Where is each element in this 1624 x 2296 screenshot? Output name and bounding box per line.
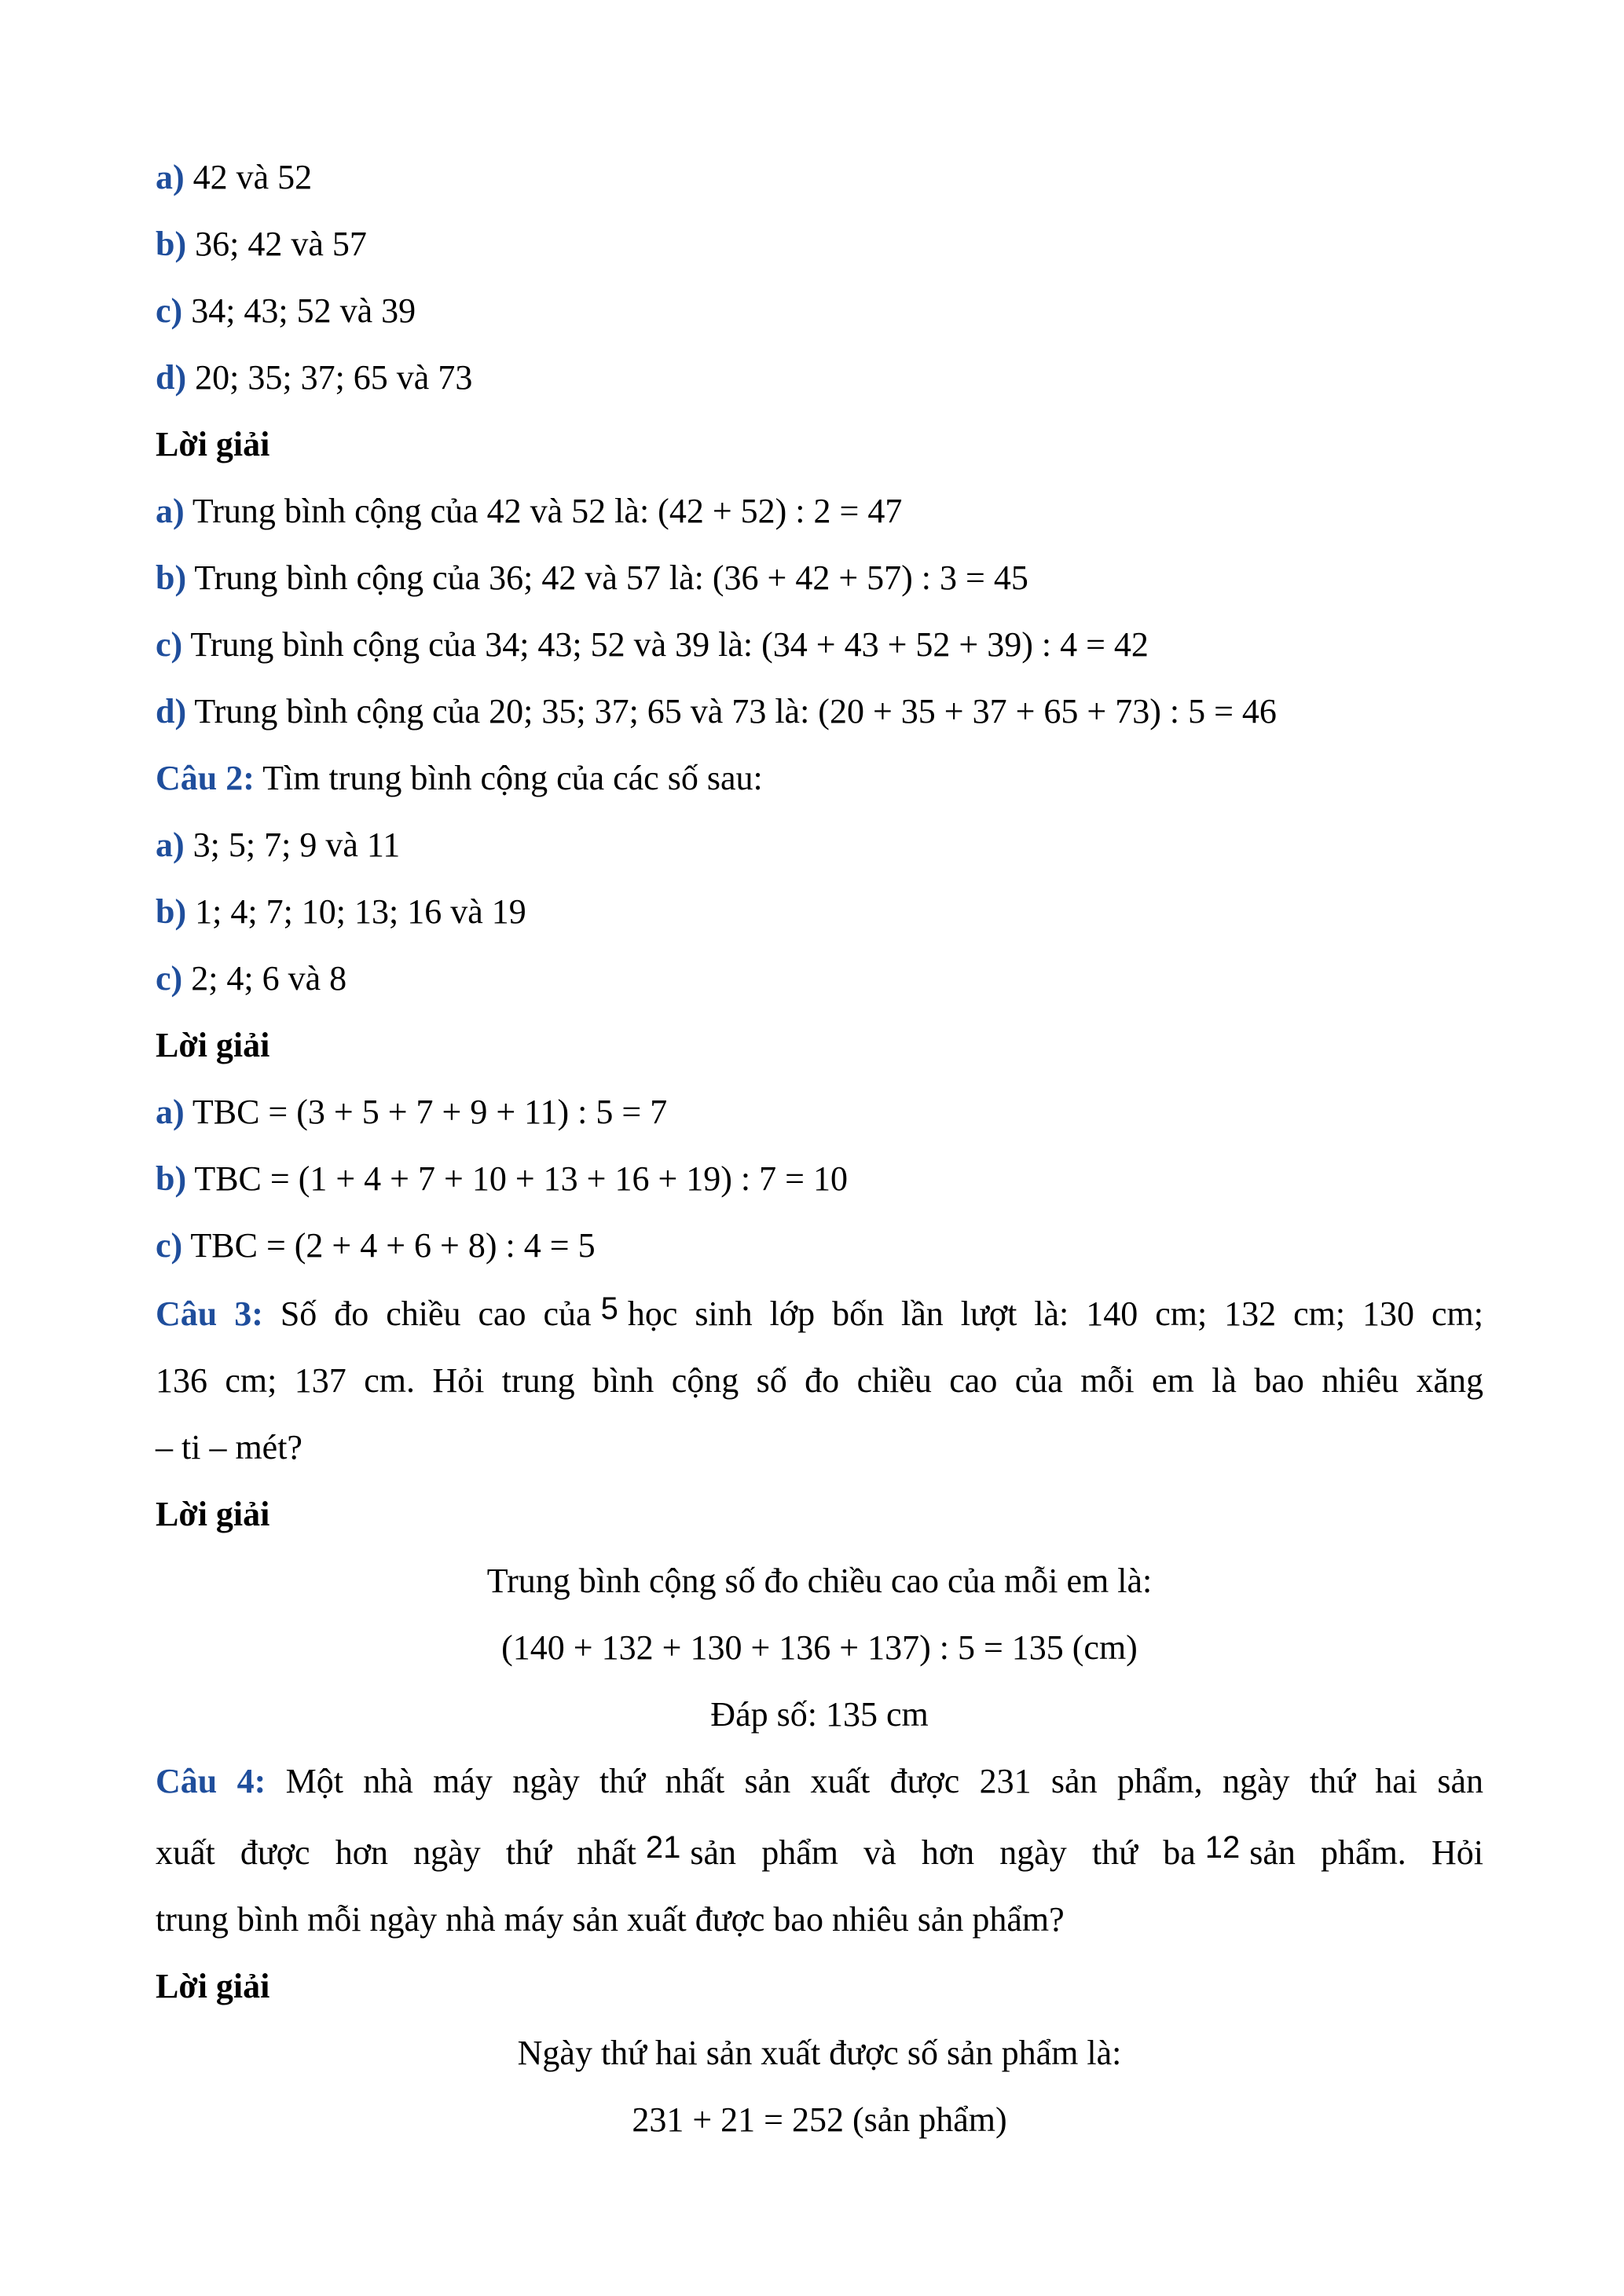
question-2 [156, 755, 1483, 802]
item-label: b) [156, 1159, 187, 1198]
item-text: Trung bình cộng của 42 và 52 là: (42 + 52) : 2 = 47 [184, 492, 903, 530]
question-text: học sinh lớp bốn lần lượt là: 140 cm; 132 cm; 130 cm; [627, 1294, 1484, 1333]
item-label: d) [156, 692, 187, 731]
item-label: c) [156, 959, 183, 998]
solution3-line-1: Trung bình cộng số đo chiều cao của mỗi em là: [486, 1562, 1153, 1600]
item-label: d) [156, 358, 187, 397]
item-label: b) [156, 558, 187, 597]
item-text: 36; 42 và 57 [186, 225, 367, 263]
solution-heading: Lời giải [156, 1967, 270, 2005]
inline-number: 21 [645, 1830, 681, 1865]
item-text: 42 và 52 [184, 158, 313, 196]
item-text: 2; 4; 6 và 8 [182, 959, 347, 998]
solution-heading: Lời giải [156, 1026, 270, 1064]
item-text: 1; 4; 7; 10; 13; 16 và 19 [186, 892, 526, 931]
part1-item-b [156, 221, 1483, 268]
item-label: c) [156, 1226, 183, 1265]
part1-item-d [156, 354, 1483, 401]
solution-heading: Lời giải [156, 1495, 270, 1533]
question-text: sản phẩm. Hỏi [1249, 1833, 1483, 1872]
item-label: c) [156, 291, 183, 330]
item-label: b) [156, 892, 187, 931]
question-3-line-1 [156, 1291, 1483, 1338]
item-text: Trung bình cộng của 20; 35; 37; 65 và 73 là: (20 + 35 + 37 + 65 + 73) : 5 = 46 [186, 692, 1277, 731]
question2-item-c [156, 955, 1483, 1002]
question-3-line-3: – ti – mét? [156, 1428, 302, 1467]
inline-number: 5 [600, 1291, 618, 1326]
question-label: Câu 3: [156, 1294, 263, 1333]
item-text: Trung bình cộng của 34; 43; 52 và 39 là: (34 + 43 + 52 + 39) : 4 = 42 [182, 625, 1149, 664]
item-text: TBC = (2 + 4 + 6 + 8) : 4 = 5 [182, 1226, 596, 1265]
solution1-item-a [156, 488, 1483, 535]
item-text: TBC = (1 + 4 + 7 + 10 + 13 + 16 + 19) : 7 = 10 [186, 1159, 848, 1198]
solution2-item-c [156, 1222, 1483, 1269]
question-4-line-2 [156, 1829, 1483, 1877]
question-label: Câu 2: [156, 759, 255, 797]
item-label: b) [156, 225, 187, 263]
solution-heading: Lời giải [156, 425, 270, 463]
item-text: Trung bình cộng của 36; 42 và 57 là: (36 + 42 + 57) : 3 = 45 [186, 558, 1028, 597]
solution1-item-c [156, 621, 1483, 668]
item-text: 34; 43; 52 và 39 [182, 291, 416, 330]
solution1-item-b [156, 555, 1483, 602]
question-text: Một nhà máy ngày thứ nhất sản xuất được 231 sản phẩm, ngày thứ hai sản [266, 1762, 1483, 1800]
question-text: sản phẩm và hơn ngày thứ ba [690, 1833, 1196, 1872]
solution3-line-2: (140 + 132 + 130 + 136 + 137) : 5 = 135 (cm) [501, 1628, 1138, 1667]
question-4-line-3: trung bình mỗi ngày nhà máy sản xuất được bao nhiêu sản phẩm? [156, 1900, 1065, 1939]
question-4-line-1 [156, 1758, 1483, 1805]
item-text: 3; 5; 7; 9 và 11 [184, 826, 401, 864]
item-text: 20; 35; 37; 65 và 73 [186, 358, 473, 397]
question2-item-b [156, 888, 1483, 936]
item-label: a) [156, 826, 185, 864]
question2-item-a [156, 822, 1483, 869]
item-label: a) [156, 492, 185, 530]
question-text: xuất được hơn ngày thứ nhất [156, 1833, 636, 1872]
part1-item-c [156, 287, 1483, 335]
item-label: a) [156, 1093, 185, 1131]
question-text: Số đo chiều cao của [262, 1294, 592, 1333]
solution2-item-b [156, 1155, 1483, 1203]
solution3-answer: Đáp số: 135 cm [710, 1695, 929, 1734]
item-label: a) [156, 158, 185, 196]
solution1-item-d [156, 688, 1483, 735]
question-label: Câu 4: [156, 1762, 266, 1800]
item-text: TBC = (3 + 5 + 7 + 9 + 11) : 5 = 7 [184, 1093, 668, 1131]
solution2-item-a [156, 1089, 1483, 1136]
item-label: c) [156, 625, 183, 664]
question-3-line-2: 136 cm; 137 cm. Hỏi trung bình cộng số đo chiều cao của mỗi em là bao nhiêu xăng [156, 1361, 1483, 1400]
solution4-line-2: 231 + 21 = 252 (sản phẩm) [632, 2100, 1007, 2139]
question-text: Tìm trung bình cộng của các số sau: [254, 759, 763, 797]
part1-item-a [156, 154, 1483, 201]
solution4-line-1: Ngày thứ hai sản xuất được số sản phẩm là: [517, 2034, 1122, 2072]
inline-number: 12 [1204, 1830, 1241, 1865]
